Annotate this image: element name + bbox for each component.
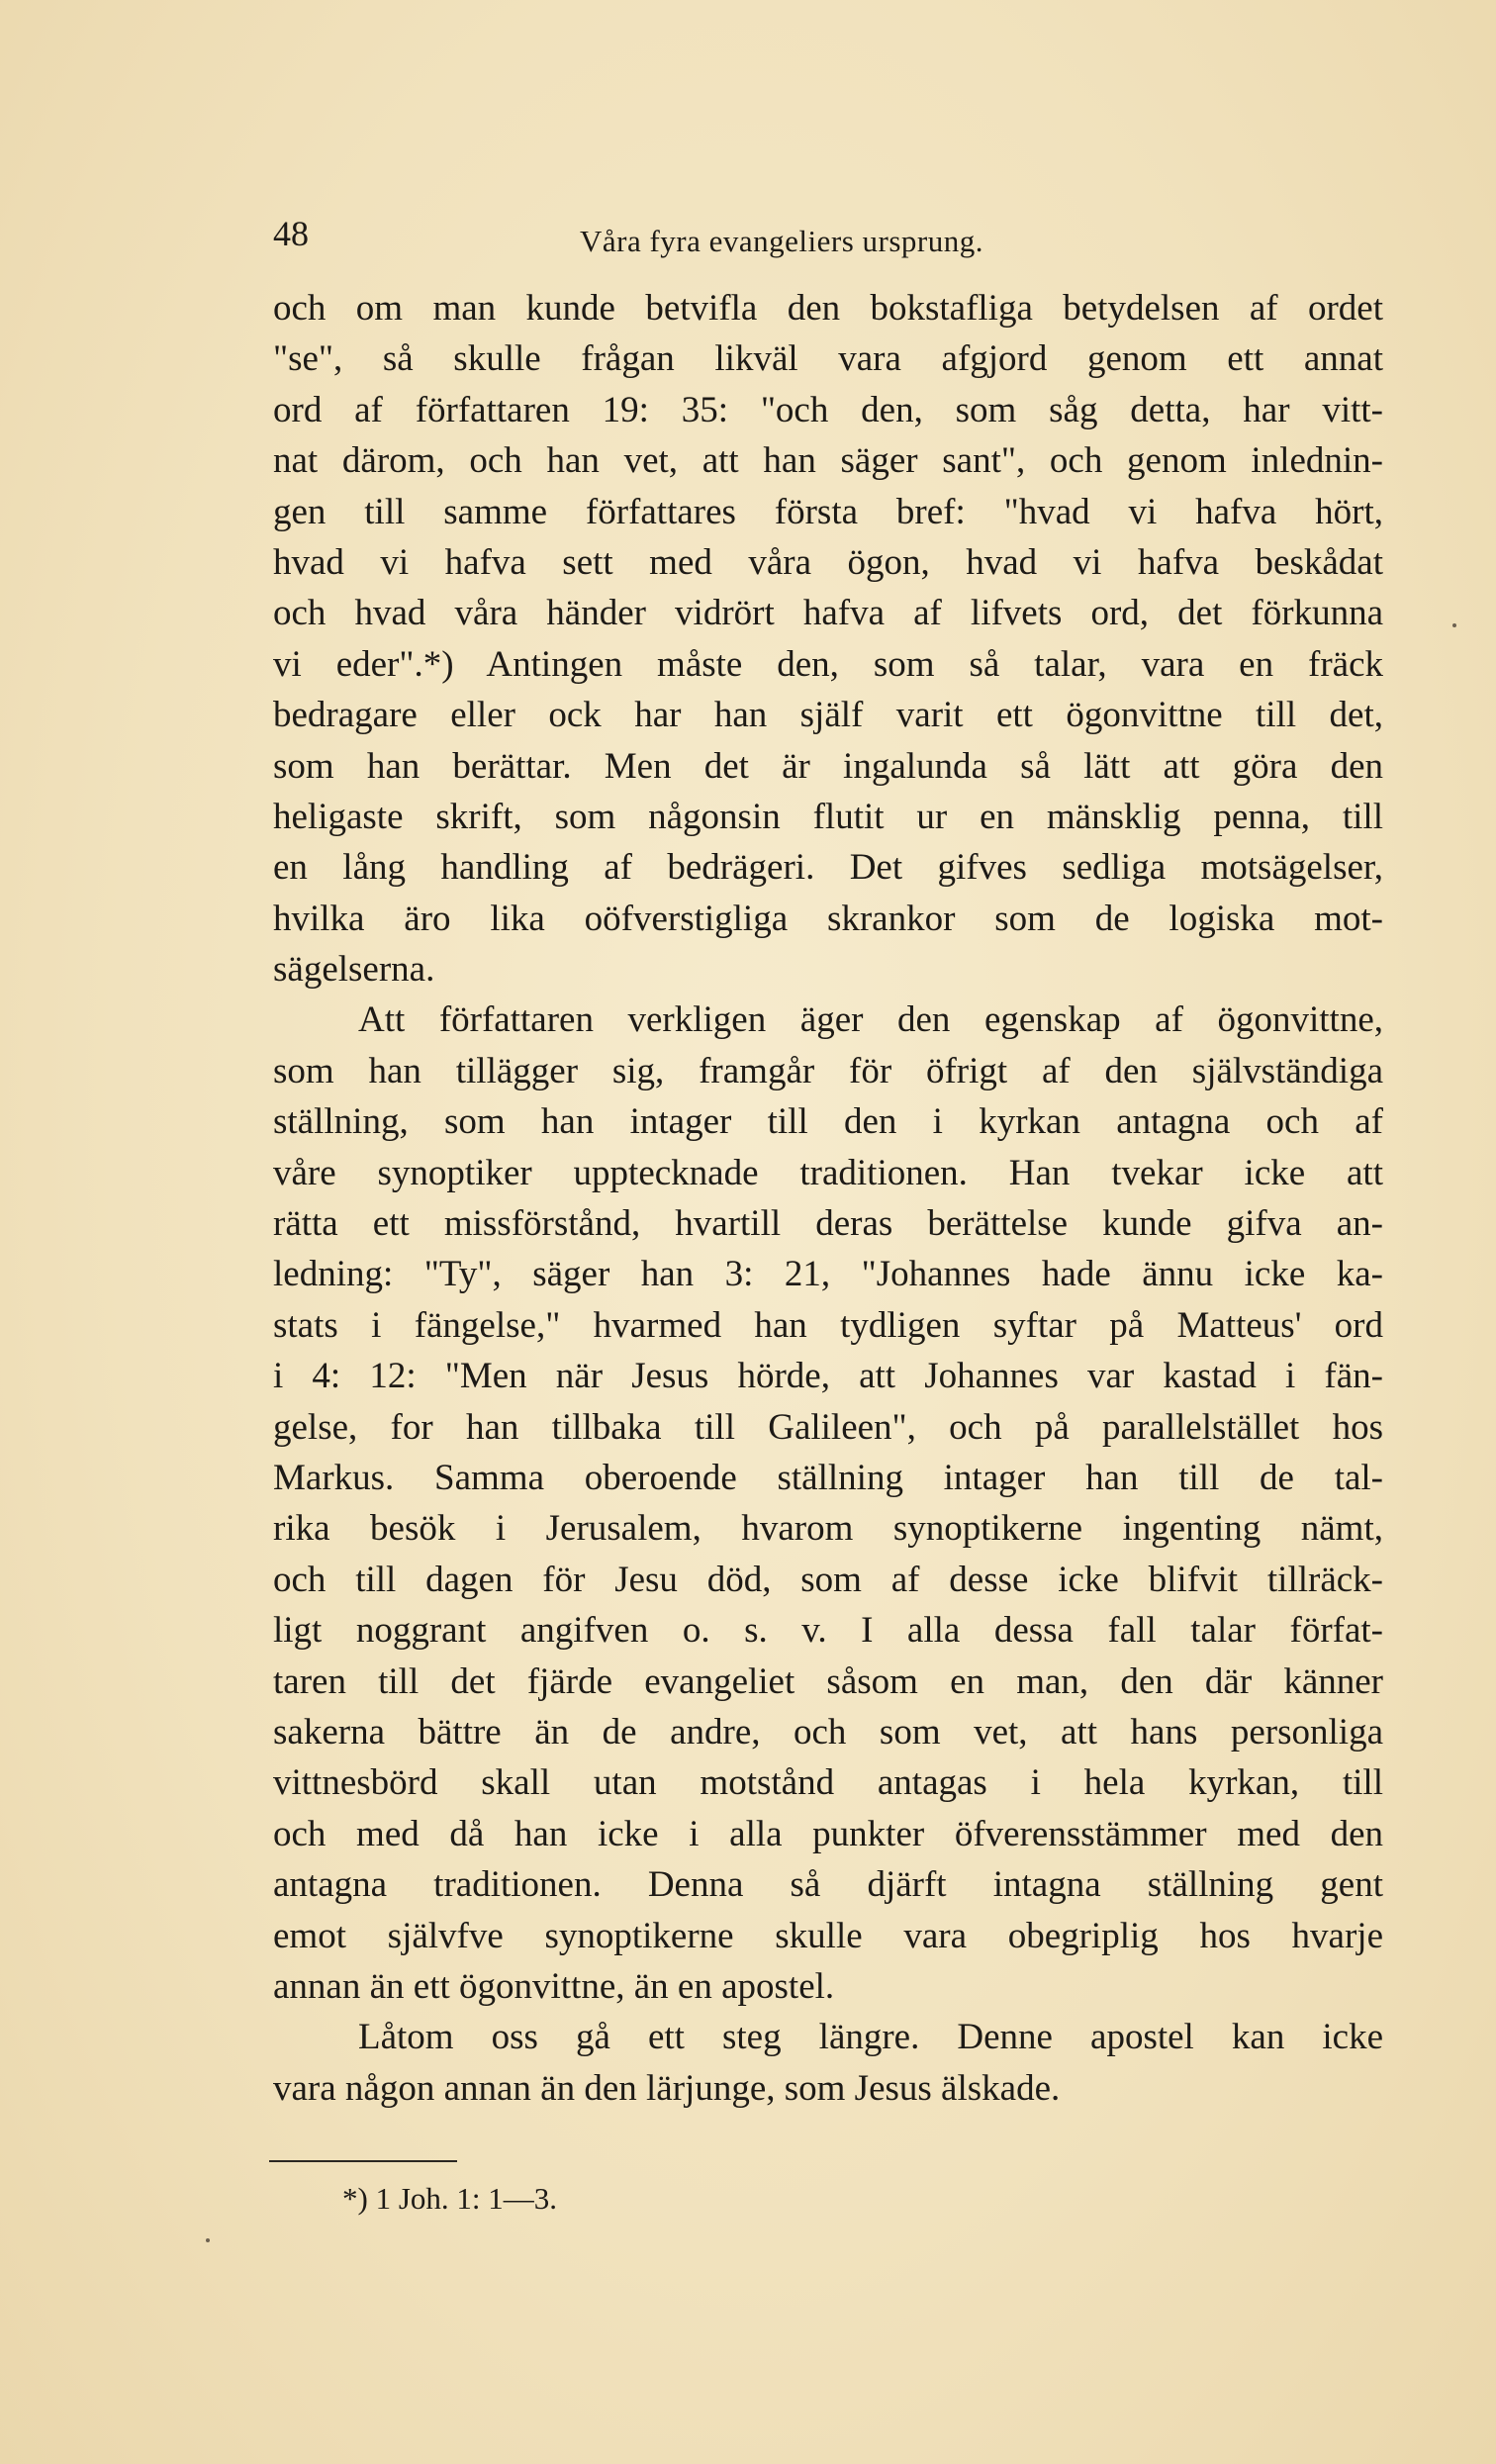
text-line: annan än ett ögonvittne, än en apostel. <box>273 1965 835 2007</box>
text-line: bedragare eller ock har han själf varit ett ögonvittne till det, <box>273 695 1383 736</box>
text-line: ord af författaren 19: 35: "och den, som såg detta, har vitt- <box>273 389 1383 430</box>
text-line: sägelserna. <box>273 949 435 991</box>
text-line: stats i fängelse," hvarmed han tydligen syftar på Matteus' ord <box>273 1304 1383 1346</box>
running-head: Våra fyra evangeliers ursprung. <box>580 224 983 258</box>
body-text <box>273 283 1383 2114</box>
text-line: och om man kunde betvifla den bokstafliga betydelsen af ordet <box>273 288 1383 329</box>
dust-speck <box>1452 623 1456 627</box>
text-line: hvilka äro lika oöfverstigliga skrankor som de logiska mot- <box>273 898 1383 939</box>
text-line: taren till det fjärde evangeliet såsom en man, den där känner <box>273 1660 1383 1702</box>
text-line: och till dagen för Jesu död, som af desse icke blifvit tillräck- <box>273 1559 1383 1600</box>
paragraph <box>273 283 1383 995</box>
text-line: ligt noggrant angifven o. s. v. I alla dessa fall talar förfat- <box>273 1610 1383 1652</box>
dust-speck <box>206 2238 210 2242</box>
text-line: heligaste skrift, som någonsin flutit ur en mänsklig penna, till <box>273 796 1383 837</box>
text-line: Låtom oss gå ett steg längre. Denne apostel kan icke <box>358 2017 1383 2058</box>
text-line: ställning, som han intager till den i kyrkan antagna och af <box>273 1101 1383 1143</box>
text-line: som han berättar. Men det är ingalunda så lätt att göra den <box>273 745 1383 787</box>
page-header <box>273 204 1421 263</box>
text-line: och hvad våra händer vidrört hafva af lifvets ord, det förkunna <box>273 593 1383 634</box>
text-line: nat därom, och han vet, att han säger sant", och genom inlednin- <box>273 440 1383 482</box>
text-line: "se", så skulle frågan likväl vara afgjord genom ett annat <box>273 338 1383 380</box>
footnote-rule <box>269 2160 457 2162</box>
text-line: ledning: "Ty", säger han 3: 21, "Johannes hade ännu icke ka- <box>273 1254 1383 1295</box>
text-line: vittnesbörd skall utan motstånd antagas i hela kyrkan, till <box>273 1762 1383 1804</box>
footnote: *) 1 Joh. 1: 1—3. <box>342 2181 557 2216</box>
text-line: rätta ett missförstånd, hvartill deras berättelse kunde gifva an- <box>273 1203 1383 1245</box>
text-line: vi eder".*) Antingen måste den, som så talar, vara en fräck <box>273 643 1383 685</box>
text-line: våre synoptiker upptecknade traditionen. Han tvekar icke att <box>273 1152 1383 1193</box>
paragraph <box>273 995 1383 2012</box>
text-line: rika besök i Jerusalem, hvarom synoptikerne ingenting nämt, <box>273 1508 1383 1550</box>
text-line: sakerna bättre än de andre, och som vet, att hans personliga <box>273 1711 1383 1753</box>
text-line: Markus. Samma oberoende ställning intager han till de tal- <box>273 1457 1383 1498</box>
text-line: emot självfve synoptikerne skulle vara obegriplig hos hvarje <box>273 1915 1383 1956</box>
text-line: vara någon annan än den lärjunge, som Jesus älskade. <box>273 2067 1061 2109</box>
text-line: Att författaren verkligen äger den egenskap af ögonvittne, <box>358 999 1383 1041</box>
text-line: gen till samme författares första bref: "hvad vi hafva hört, <box>273 491 1383 532</box>
text-line: som han tillägger sig, framgår för öfrigt af den självständiga <box>273 1050 1383 1091</box>
text-line: en lång handling af bedrägeri. Det gifves sedliga motsägelser, <box>273 847 1383 889</box>
text-line: hvad vi hafva sett med våra ögon, hvad vi hafva beskådat <box>273 541 1383 583</box>
page-number: 48 <box>273 214 309 253</box>
text-line: antagna traditionen. Denna så djärft intagna ställning gent <box>273 1864 1383 1906</box>
text-line: i 4: 12: "Men när Jesus hörde, att Johannes var kastad i fän- <box>273 1356 1383 1397</box>
text-line: och med då han icke i alla punkter öfverensstämmer med den <box>273 1813 1383 1854</box>
text-line: gelse, for han tillbaka till Galileen", och på parallelstället hos <box>273 1406 1383 1448</box>
paragraph <box>273 2012 1383 2114</box>
